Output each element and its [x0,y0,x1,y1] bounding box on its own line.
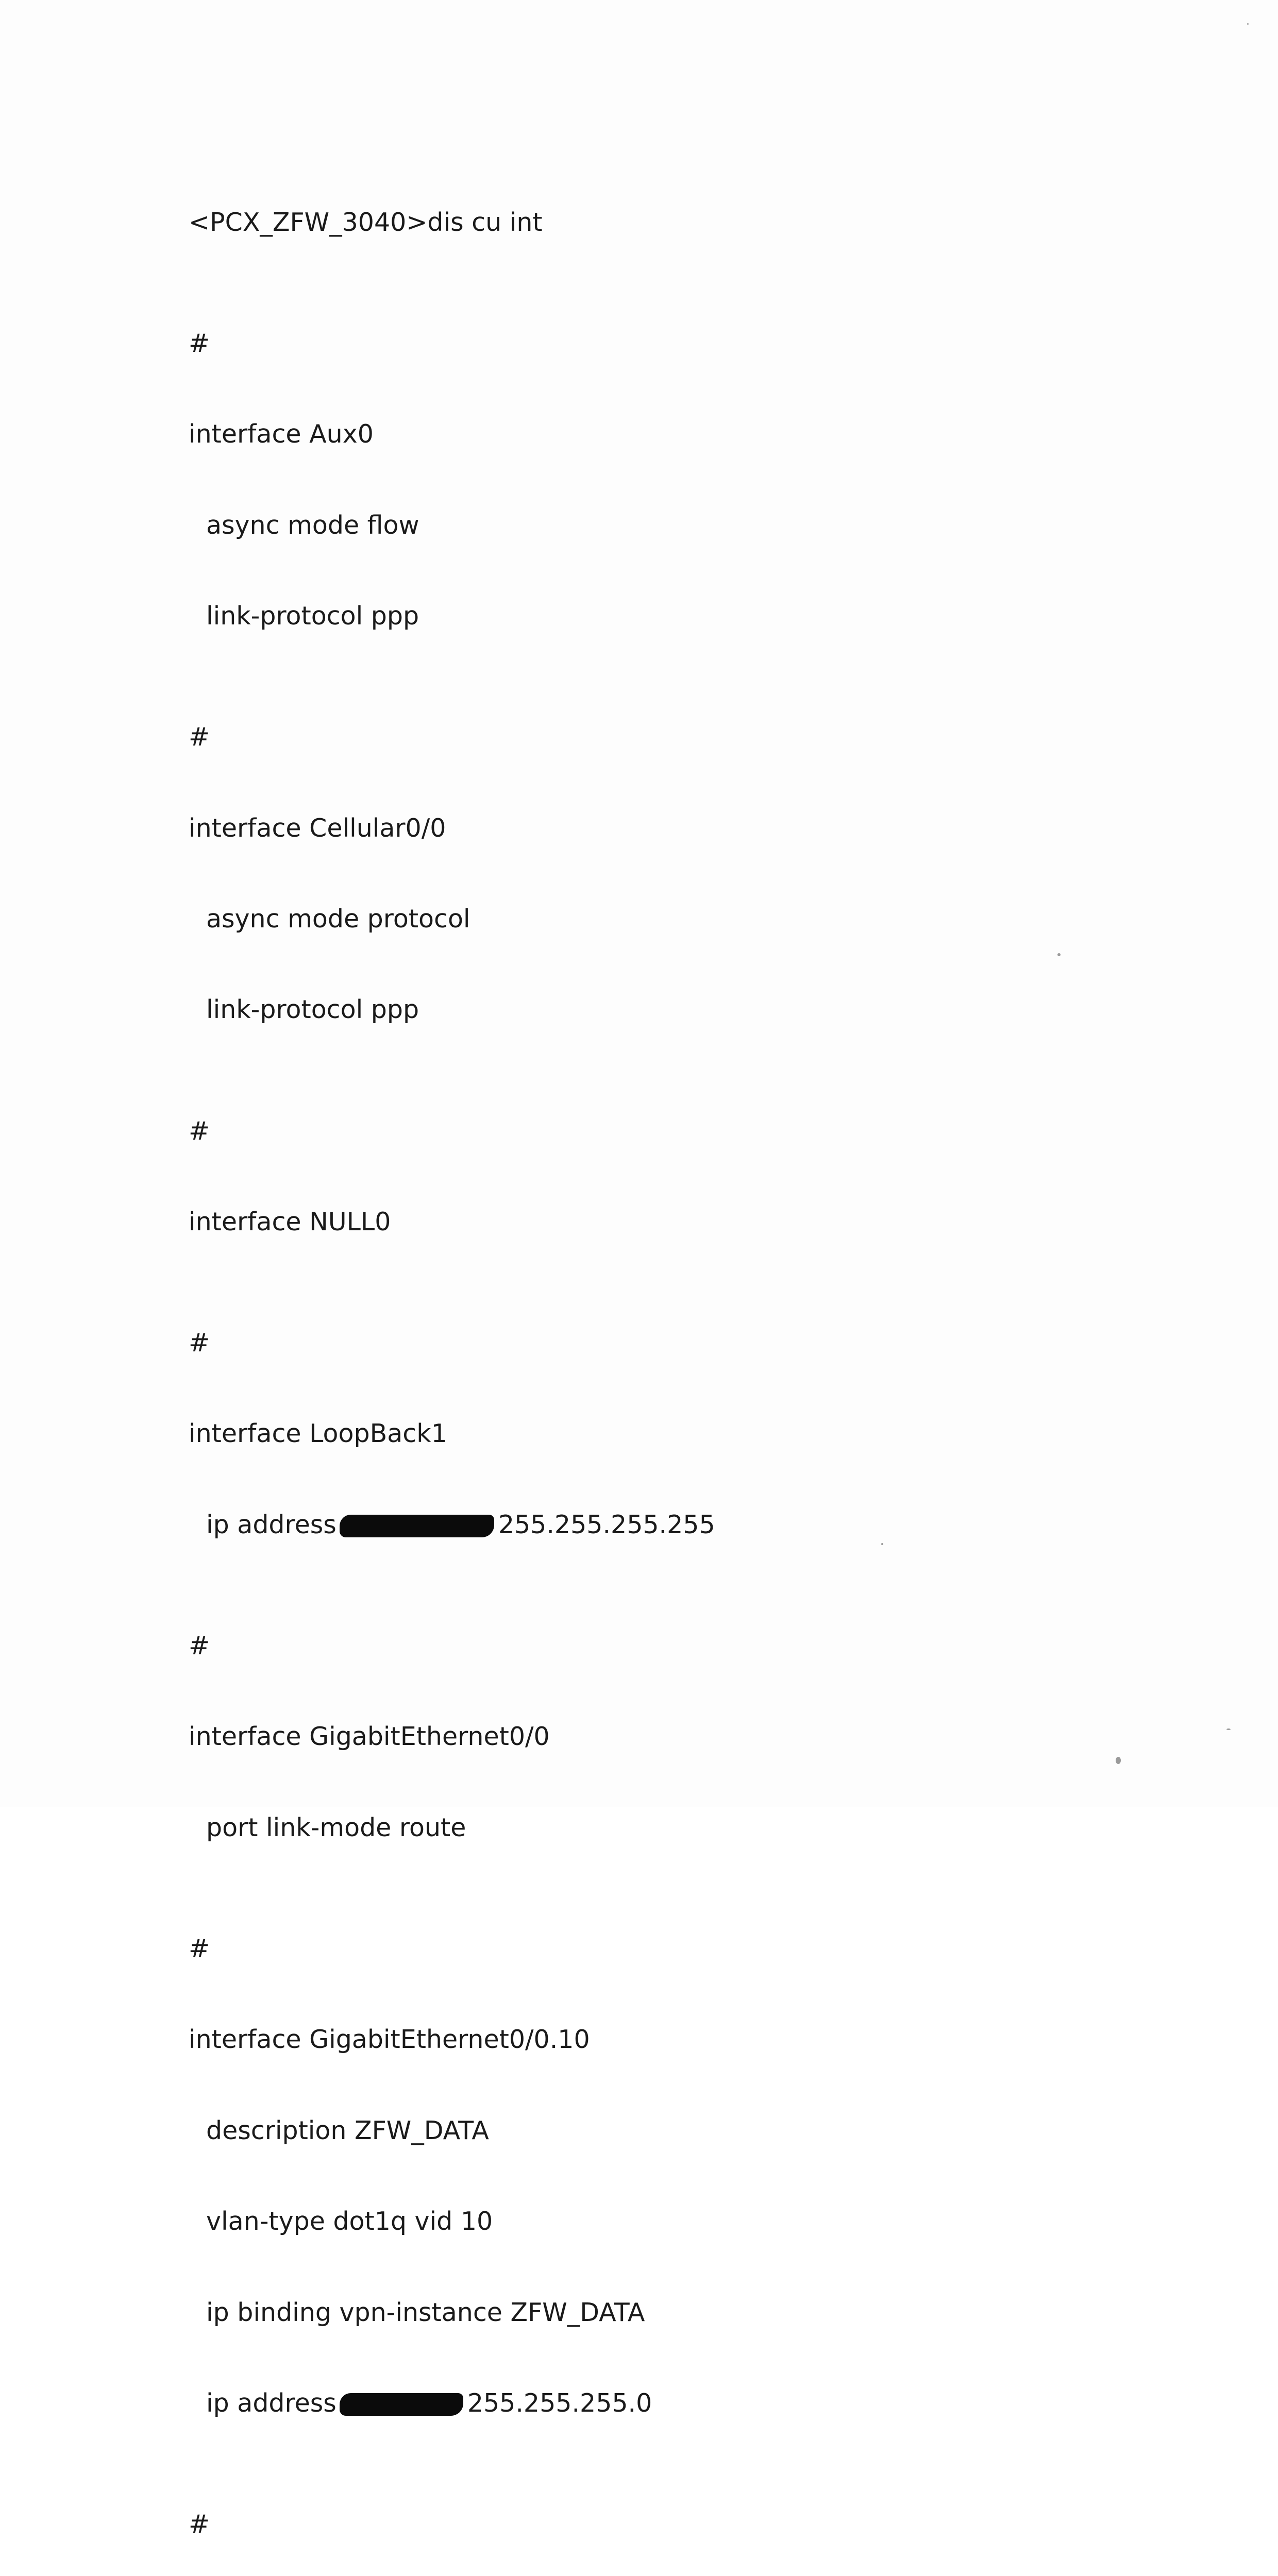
config-line: link-protocol ppp [206,601,419,631]
interface-header: interface Cellular0/0 [189,813,446,843]
ip-address-line [189,2388,731,2419]
redaction-mark [340,2393,463,2416]
config-line: port link-mode route [206,1812,466,1842]
config-line: async mode protocol [206,904,470,934]
config-listing [189,147,731,2576]
separator: # [189,2510,210,2539]
scan-speck [1116,1757,1121,1764]
separator: # [189,1631,210,1661]
ip-address-label: ip address [206,1510,337,1539]
scan-speck [1226,1728,1231,1730]
scan-speck [881,1543,883,1545]
config-line: link-protocol ppp [206,995,419,1025]
subnet-mask: 255.255.255.255 [498,1510,715,1539]
interface-header: interface NULL0 [189,1207,391,1236]
separator: # [189,328,210,358]
scan-speck [1247,23,1249,25]
ip-address-line [189,1510,731,1540]
config-line: description ZFW_DATA [206,2115,489,2145]
interface-header: interface Aux0 [189,419,374,449]
interface-header: interface GigabitEthernet0/0.10 [189,2025,590,2055]
interface-header: interface GigabitEthernet0/0 [189,1722,550,1752]
scan-speck [1057,953,1061,956]
separator: # [189,722,210,752]
command-prompt: <PCX_ZFW_3040>dis cu int [189,207,543,237]
separator: # [189,1934,210,1964]
redaction-mark [340,1515,494,1537]
config-line: ip binding vpn-instance ZFW_DATA [206,2297,645,2327]
interface-header: interface LoopBack1 [189,1419,447,1449]
subnet-mask: 255.255.255.0 [467,2388,652,2418]
config-line: vlan-type dot1q vid 10 [206,2207,493,2236]
ip-address-label: ip address [206,2388,337,2418]
separator: # [189,1328,210,1358]
config-line: async mode flow [206,510,419,540]
separator: # [189,1116,210,1146]
